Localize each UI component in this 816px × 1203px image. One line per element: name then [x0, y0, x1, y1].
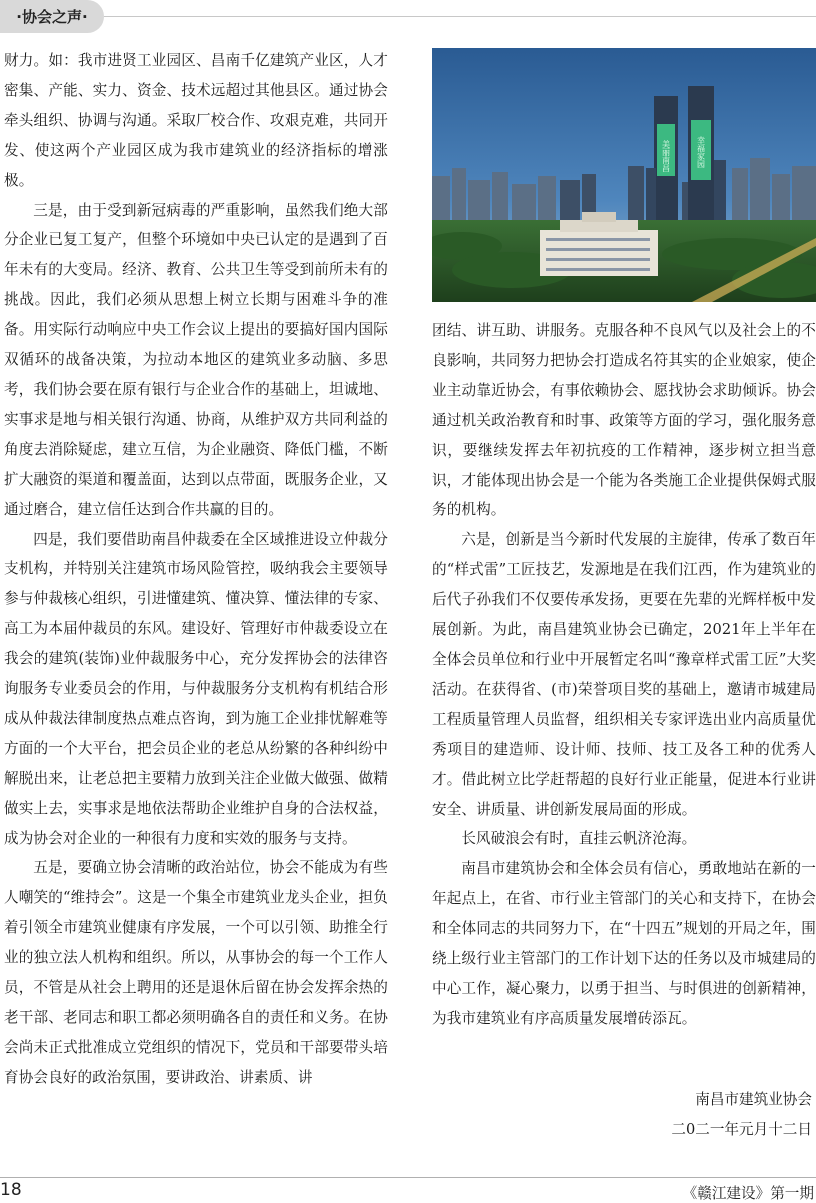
left-paragraph-3: 四是，我们要借助南昌仲裁委在全区域推进设立仲裁分支机构，并特别关注建筑市场风险管控，吸纳我会主要领导参与仲裁核心组织，引进懂建筑、懂决算、懂法律的专家、高工为本届仲裁员的东风。建设好、管理好市仲裁委设立在我会的建筑(装饰)业仲裁服务中心，充分发挥协会的法律咨询服务专业委员会的作用，与仲裁服务分支机构有机结合形成从仲裁法律制度热点难点咨询，到为施工企业排忧解难等方面的一个大平台，把会员企业的老总从纷繁的各种纠纷中解脱出来，让老总把主要精力放到关注企业做大做强、做精做实上去，实事求是地依法帮助企业维护自身的合法权益，成为协会对企业的一种很有力度和实效的服务与支持。 [4, 530, 388, 847]
right-paragraph-1: 团结、讲互助、讲服务。克服各种不良风气以及社会上的不良影响，共同努力把协会打造成名符其实的企业娘家，使企业主动靠近协会，有事依赖协会、愿找协会求助倾诉。协会通过机关政治教育和时事、政策等方面的学习，强化服务意识，要继续发挥去年初抗疫的工作精神，逐步树立担当意识，才能体现出协会是一个能为各类施工企业提供保姆式服务的机构。 [432, 322, 816, 519]
left-paragraph-2: 三是，由于受到新冠病毒的严重影响，虽然我们绝大部分企业已复工复产，但整个环境如中央已认定的是遇到了百年未有的大变局。经济、教育、公共卫生等受到前所未有的挑战。因此，我们必须从思想上树立长期与困难斗争的准备。用实际行动响应中央工作会议上提出的要搞好国内国际双循环的战备决策，为拉动本地区的建筑业多动脑、多思考，我们协会要在原有银行与企业合作的基础上，坦诚地、实事求是地与相关银行沟通、协商，从维护双方共同利益的角度去消除疑虑，建立互信，为企业融资、降低门槛，不断扩大融资的渠道和覆盖面，达到以点带面，既服务企业，又通过磨合，建立信任达到合作共赢的目的。 [4, 201, 388, 518]
skyline-illustration [432, 48, 816, 302]
right-column [432, 316, 816, 1034]
journal-issue: 《赣江建设》第一期 [682, 1185, 814, 1202]
city-skyline-photo [432, 48, 816, 302]
page-number: 18 [0, 1180, 22, 1200]
right-paragraph-3: 长风破浪会有时，直挂云帆济沧海。 [461, 830, 697, 848]
left-column [4, 46, 388, 1093]
signature-organization: 南昌市建筑业协会 [695, 1091, 812, 1108]
signature-date: 二0二一年元月十二日 [671, 1121, 812, 1138]
header-rule [104, 16, 816, 17]
left-paragraph-1: 财力。如：我市进贤工业园区、昌南千亿建筑产业区，人才密集、产能、实力、资金、技术远超过其他县区。通过协会牵头组织、协调与沟通。采取厂校合作、攻艰克难，共同开发、使这两个产业园区成为我市建筑业的经济指标的增涨极。 [4, 52, 388, 189]
tower-sign-left: 美丽南昌 [661, 140, 671, 172]
tower-sign-right: 幸福家园 [696, 136, 706, 168]
signature-block [671, 1085, 812, 1145]
right-paragraph-4: 南昌市建筑协会和全体会员有信心，勇敢地站在新的一年起点上，在省、市行业主管部门的关心和支持下，在协会和全体同志的共同努力下，在“十四五”规划的开局之年，围绕上级行业主管部门的工作计划下达的任务以及市城建局的中心工作，凝心聚力，以勇于担当、与时俱进的创新精神，为我市建筑业有序高质量发展增砖添瓦。 [432, 860, 816, 1027]
right-paragraph-2: 六是，创新是当今新时代发展的主旋律，传承了数百年的“样式雷”工匠技艺，发源地是在我们江西，作为建筑业的后代子孙我们不仅要传承发扬，更要在先辈的光辉样板中发展创新。为此，南昌建筑业协会已确定，2021年上半年在全体会员单位和行业中开展暂定名叫“豫章样式雷工匠”大奖活动。在获得省、(市)荣誉项目奖的基础上，邀请市城建局工程质量管理人员监督，组织相关专家评选出业内高质量优秀项目的建造师、设计师、技师、技工及各工种的优秀人才。借此树立比学赶帮超的良好行业正能量，促进本行业讲安全、讲质量、讲创新发展局面的形成。 [432, 531, 816, 818]
left-paragraph-4: 五是，要确立协会清晰的政治站位，协会不能成为有些人嘲笑的“维持会”。这是一个集全市建筑业龙头企业，担负着引领全市建筑业健康有序发展，一个可以引领、助推全行业的独立法人机构和组织。所以，从事协会的每一个工作人员，不管是从社会上聘用的还是退休后留在协会发挥余热的老干部、老同志和职工都必须明确各自的责任和义务。在协会尚未正式批准成立党组织的情况下，党员和干部要带头培育协会良好的政治氛围，要讲政治、讲素质、讲 [4, 859, 388, 1086]
section-header-tab [0, 0, 104, 33]
section-label: ·协会之声· [16, 8, 88, 26]
footer-rule [0, 1177, 816, 1178]
